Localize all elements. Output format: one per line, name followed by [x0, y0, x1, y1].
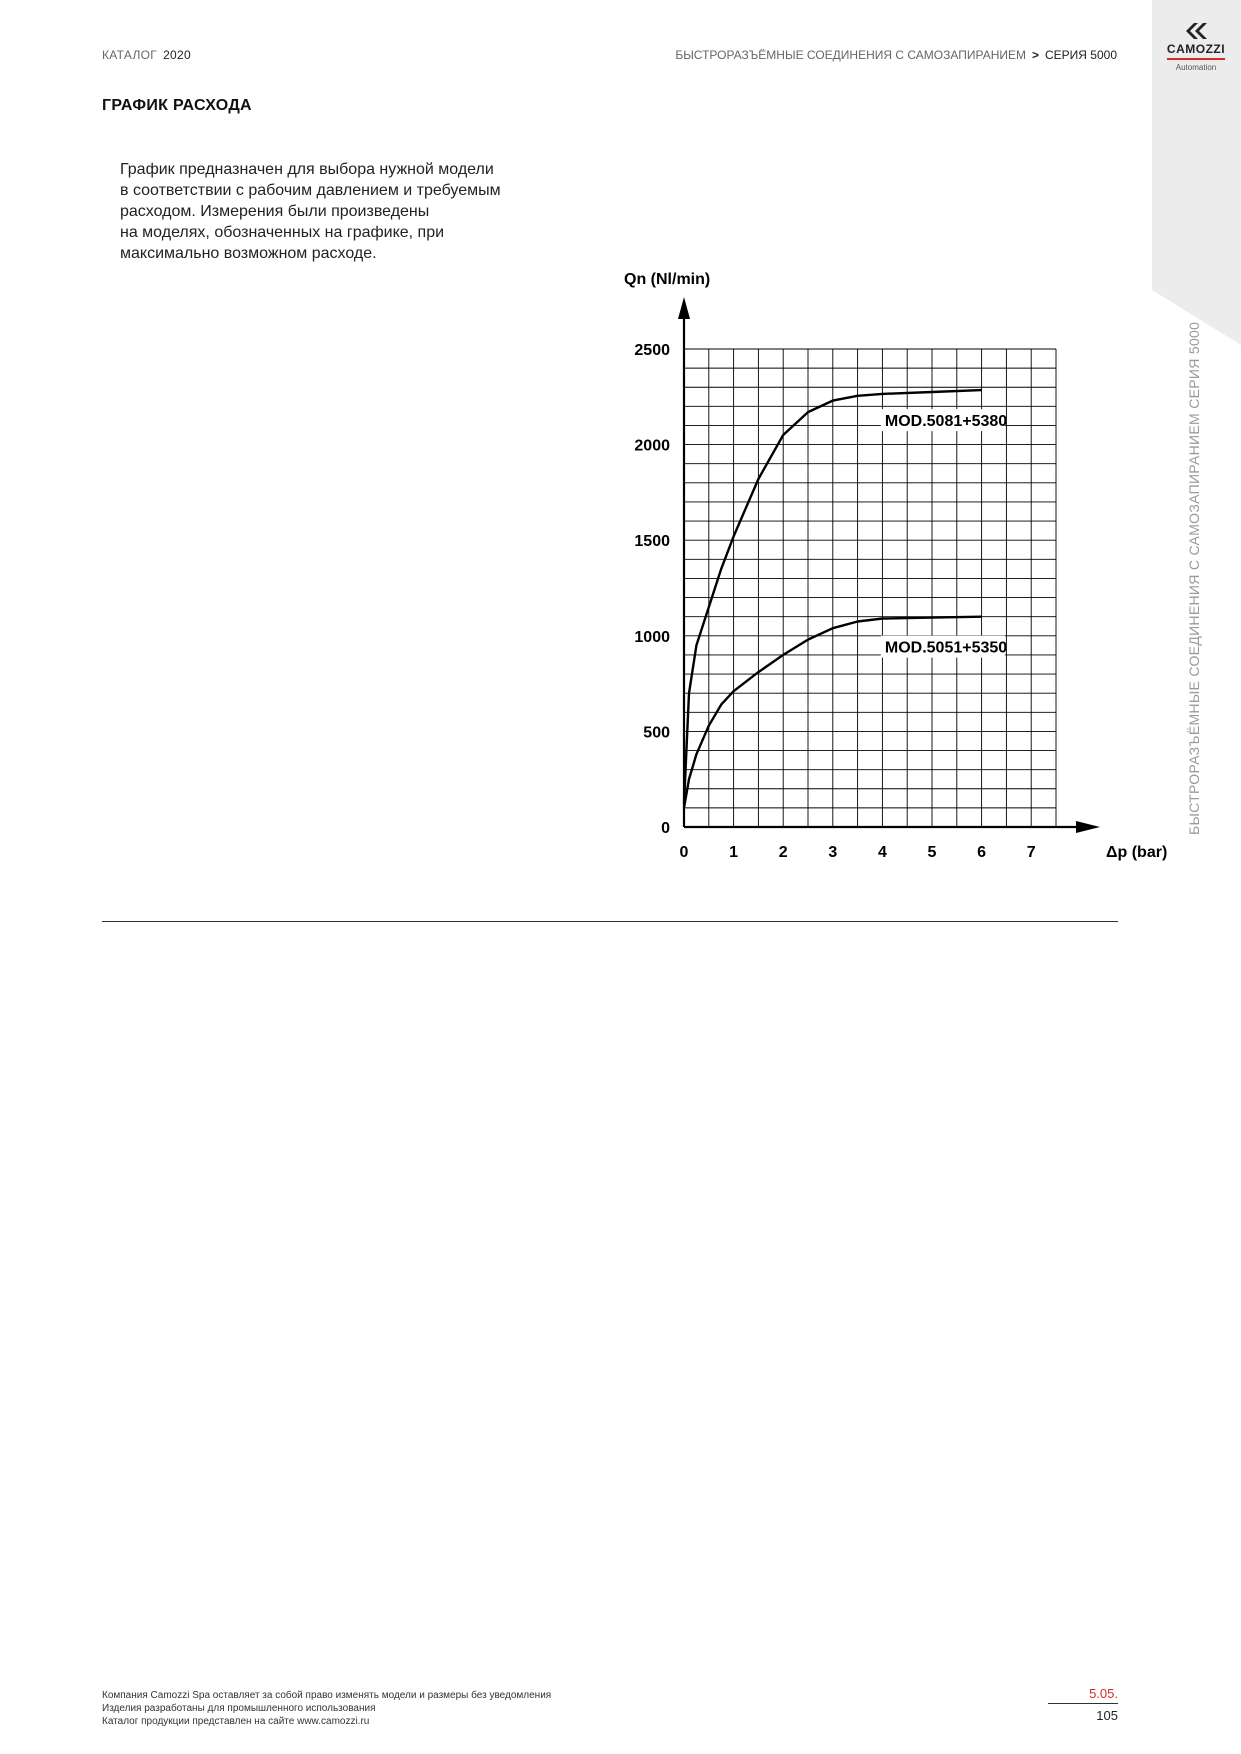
x-axis-label: Δp (bar)	[1106, 844, 1168, 861]
page-number-rule	[1048, 1703, 1118, 1704]
logo-accent-line	[1167, 58, 1225, 60]
footer-note: Изделия разработаны для промышленного использования	[102, 1703, 376, 1714]
x-tick-label: 2	[778, 844, 788, 861]
x-tick-label: 6	[977, 844, 987, 861]
camozzi-logo	[1156, 22, 1236, 72]
y-axis-arrow	[678, 297, 690, 319]
y-tick-label: 2000	[634, 437, 670, 455]
side-tab-title: БЫСТРОРАЗЪЁМНЫЕ СОЕДИНЕНИЯ С САМОЗАПИРАНИЕМ СЕРИЯ 5000	[1186, 321, 1202, 835]
description-line: максимально возможном расходе.	[120, 245, 377, 262]
x-tick-label: 1	[729, 844, 739, 861]
x-tick-label: 3	[828, 844, 838, 861]
breadcrumb-separator: >	[1031, 48, 1039, 62]
section-title: ГРАФИК РАСХОДА	[102, 97, 252, 114]
description-line: на моделях, обозначенных на графике, при	[120, 224, 445, 241]
footer-notes	[102, 1689, 551, 1728]
section-number: 5.05.	[1089, 1686, 1118, 1701]
y-axis-label: Qn (Nl/min)	[624, 271, 711, 288]
camozzi-logo-icon	[1183, 22, 1209, 40]
series-label: MOD.5051+5350	[884, 639, 1008, 657]
y-tick-label: 1500	[634, 533, 670, 551]
footer-note: Компания Camozzi Spa оставляет за собой право изменять модели и размеры без уведомления	[102, 1690, 552, 1701]
x-axis-arrow	[1076, 821, 1100, 833]
footer-note: Каталог продукции представлен на сайте www.camozzi.ru	[102, 1716, 370, 1727]
section-description	[120, 159, 550, 264]
x-tick-label: 4	[877, 844, 887, 861]
breadcrumb	[675, 48, 1117, 62]
logo-sub: Automation	[1175, 63, 1217, 72]
section-divider	[102, 921, 1118, 922]
breadcrumb-section: БЫСТРОРАЗЪЁМНЫЕ СОЕДИНЕНИЯ С САМОЗАПИРАНИЕМ	[675, 48, 1026, 62]
y-tick-label: 1000	[634, 628, 670, 646]
y-tick-label: 500	[643, 724, 670, 742]
x-tick-label: 5	[927, 844, 937, 861]
logo-brand: CAMOZZI	[1166, 42, 1226, 56]
y-tick-label: 2500	[634, 342, 670, 359]
description-line: График предназначен для выбора нужной модели	[120, 161, 494, 178]
series-label: MOD.5081+5380	[884, 413, 1008, 431]
catalog-label	[102, 48, 191, 62]
description-line: расходом. Измерения были произведены	[120, 203, 430, 220]
y-tick-label: 0	[661, 820, 670, 837]
catalog-year: 2020	[163, 48, 191, 62]
catalog-label-text: КАТАЛОГ	[102, 48, 158, 62]
x-tick-label: 0	[679, 844, 689, 861]
x-tick-label: 7	[1026, 844, 1036, 861]
page-number: 105	[1096, 1708, 1118, 1723]
breadcrumb-series: СЕРИЯ 5000	[1045, 48, 1117, 62]
description-line: в соответствии с рабочим давлением и требуемым	[120, 182, 501, 199]
flow-chart	[600, 130, 1168, 870]
